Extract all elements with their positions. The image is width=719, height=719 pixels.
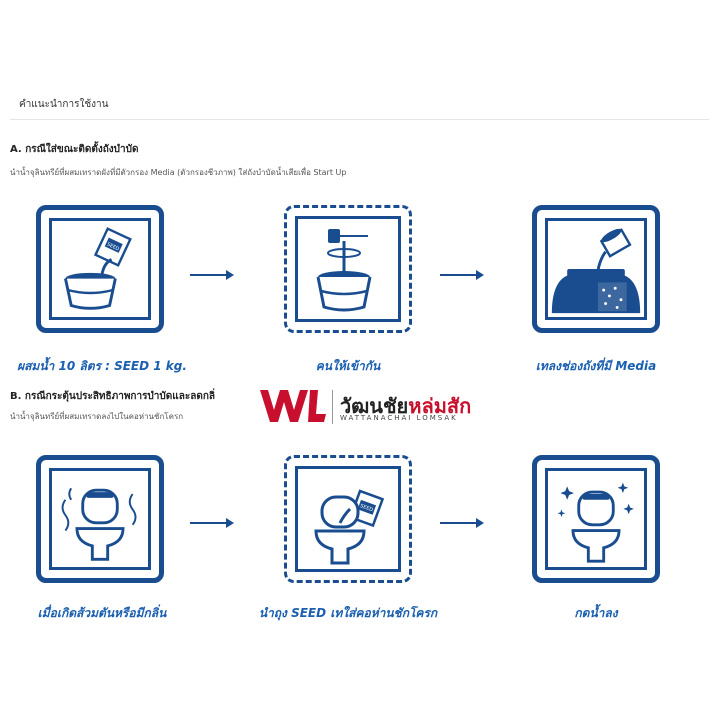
- step-a1-caption: ผสมน้ำ 10 ลิตร : SEED 1 kg.: [17, 359, 187, 373]
- smelly-toilet-icon: [52, 471, 148, 567]
- logo-thai-name: วัฒนชัยหล่มสัก: [340, 394, 472, 418]
- clean-toilet-icon: [548, 471, 644, 567]
- arrow-right-icon: [440, 516, 484, 530]
- step-b1-card: [36, 455, 164, 583]
- bag-label: SEED: [105, 242, 120, 253]
- section-b-description: นำน้ำจุลินทรีย์ที่ผสมเทราดลงไปในคอห่านชักโครก: [10, 412, 184, 421]
- page-title: คำแนะนำการใช้งาน: [19, 99, 109, 110]
- step-b3-caption: กดน้ำลง: [574, 606, 618, 620]
- section-a-description: นำน้ำจุลินทรีย์ที่ผสมเทราดผังที่มีตัวกรอง Media (ตัวกรองชีวภาพ) ใส่ถังบำบัดน้ำเสียเพื่อ Start Up: [10, 168, 347, 177]
- step-a2-caption: คนให้เข้ากัน: [315, 359, 381, 373]
- logo-separator: [332, 390, 333, 424]
- step-a3-card: [532, 205, 660, 333]
- step-b2-caption: นำถุง SEED เทใส่คอห่านชักโครก: [258, 606, 438, 620]
- bag-label: SEED: [359, 503, 374, 514]
- brand-logo: [258, 386, 498, 426]
- step-a3-caption: เทลงช่องถังที่มี Media: [535, 359, 657, 373]
- arrow-right-icon: [440, 268, 484, 282]
- step-b1-caption: เมื่อเกิดส้วมตันหรือมีกลิ่น: [37, 606, 167, 620]
- step-b2-card: [284, 455, 412, 583]
- arrow-right-icon: [190, 268, 234, 282]
- bucket-pour-icon: [52, 221, 148, 317]
- arrow-right-icon: [190, 516, 234, 530]
- step-a2-card: [284, 205, 412, 333]
- step-b3-card: [532, 455, 660, 583]
- tank-pour-icon: [548, 221, 644, 317]
- logo-english-name: WATTANACHAI LOMSAK: [340, 414, 458, 422]
- section-b-title: B. กรณีกระตุ้นประสิทธิภาพการบำบัดและลดกลิ่: [10, 391, 216, 402]
- brand-mark-icon: [258, 386, 328, 426]
- toilet-pour-icon: [298, 469, 398, 569]
- section-a-title: A. กรณีใส่ขณะติดตั้งถังบำบัด: [10, 144, 139, 155]
- title-divider: [10, 119, 709, 120]
- bucket-stir-icon: [298, 219, 398, 319]
- step-a1-card: [36, 205, 164, 333]
